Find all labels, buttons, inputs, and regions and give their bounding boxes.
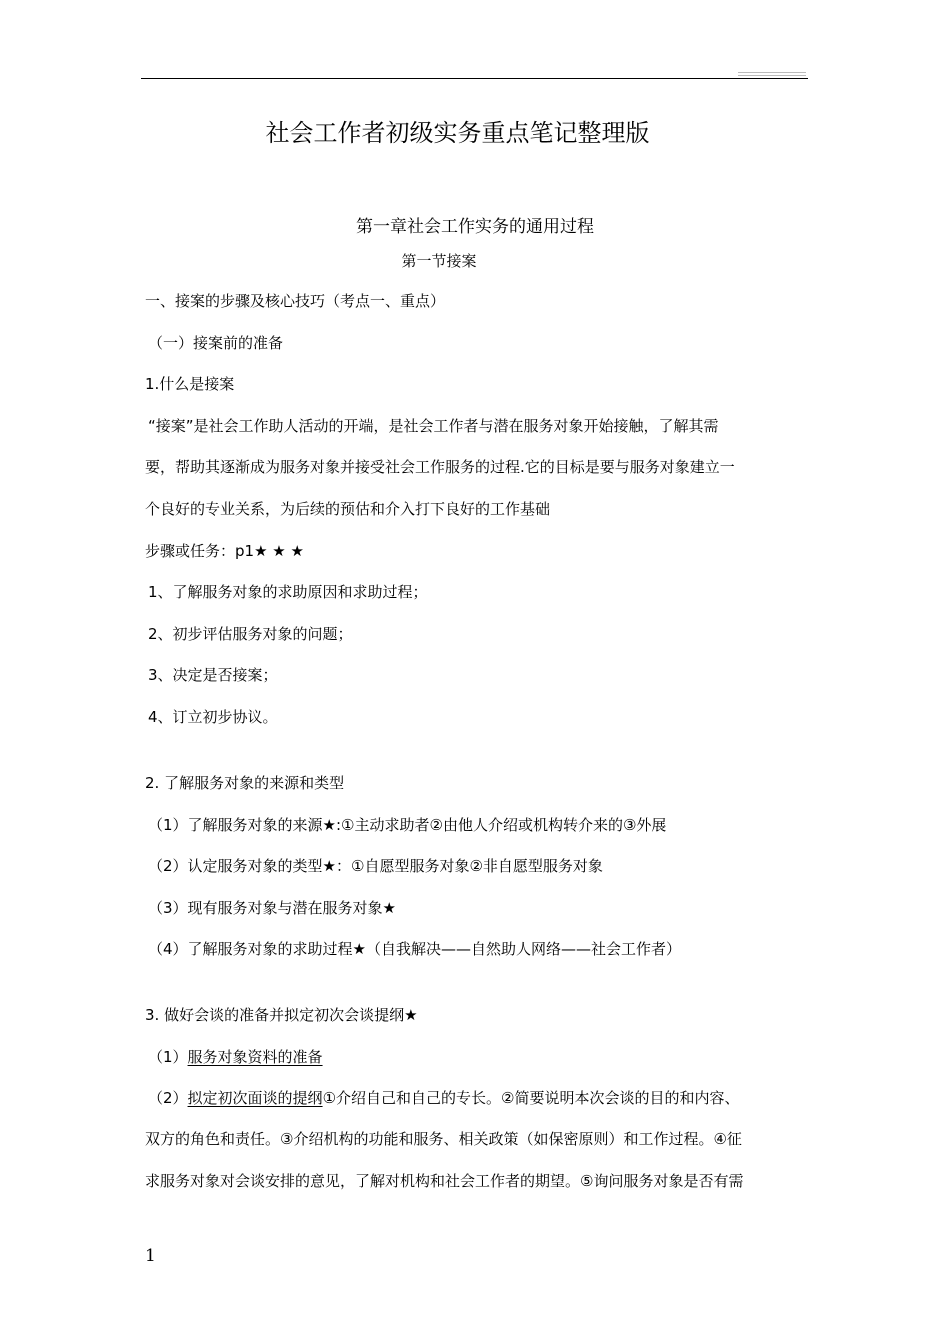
question-3: 3. 做好会谈的准备并拟定初次会谈提纲★ xyxy=(145,1006,418,1024)
chapter-heading: 第一章社会工作实务的通用过程 xyxy=(356,217,594,237)
paragraph-line: 双方的角色和责任。③介绍机构的功能和服务、相关政策（如保密原则）和工作过程。④征 xyxy=(145,1130,742,1148)
step-item: 1、了解服务对象的求助原因和求助过程； xyxy=(148,583,428,601)
step-item: 2、初步评估服务对象的问题； xyxy=(148,625,353,643)
section-heading: 第一节接案 xyxy=(401,252,477,270)
header-decoration xyxy=(738,72,806,73)
paragraph-line: 个良好的专业关系，为后续的预估和介入打下良好的工作基础 xyxy=(145,500,551,518)
list-item: （1）了解服务对象的来源★:①主动求助者②由他人介绍或机构转介来的③外展 xyxy=(148,816,667,834)
step-item: 3、决定是否接案； xyxy=(148,666,278,684)
header-decoration xyxy=(738,75,806,76)
list-item xyxy=(148,1046,323,1068)
question-1: 1.什么是接案 xyxy=(145,375,235,393)
underlined-term: 服务对象资料的准备 xyxy=(187,1048,323,1066)
item-text: ①介绍自己和自己的专长。②简要说明本次会谈的目的和内容、 xyxy=(322,1089,740,1107)
question-2: 2. 了解服务对象的来源和类型 xyxy=(145,774,345,792)
subheading-1: （一）接案前的准备 xyxy=(148,334,284,352)
item-prefix: （2） xyxy=(148,1089,188,1107)
header-rule xyxy=(141,78,808,79)
paragraph-line: “接案”是社会工作助人活动的开端，是社会工作者与潜在服务对象开始接触，了解其需 xyxy=(148,417,719,435)
document-title: 社会工作者初级实务重点笔记整理版 xyxy=(265,119,650,147)
list-item: （4）了解服务对象的求助过程★（自我解决——自然助人网络——社会工作者） xyxy=(148,940,681,958)
page-number: 1 xyxy=(145,1246,156,1266)
list-item: （2）认定服务对象的类型★：①自愿型服务对象②非自愿型服务对象 xyxy=(148,857,603,875)
list-item: （3）现有服务对象与潜在服务对象★ xyxy=(148,899,396,917)
paragraph-line: 要，帮助其逐渐成为服务对象并接受社会工作服务的过程.它的目标是要与服务对象建立一 xyxy=(145,458,735,476)
underlined-term: 拟定初次面谈的提纲 xyxy=(187,1089,323,1107)
steps-label: 步骤或任务：p1★ ★ ★ xyxy=(145,542,304,560)
list-item xyxy=(148,1087,739,1109)
step-item: 4、订立初步协议。 xyxy=(148,708,278,726)
item-prefix: （1） xyxy=(148,1048,188,1066)
heading-1: 一、接案的步骤及核心技巧（考点一、重点） xyxy=(145,292,446,310)
paragraph-line: 求服务对象对会谈安排的意见，了解对机构和社会工作者的期望。⑤询问服务对象是否有需 xyxy=(145,1172,744,1190)
